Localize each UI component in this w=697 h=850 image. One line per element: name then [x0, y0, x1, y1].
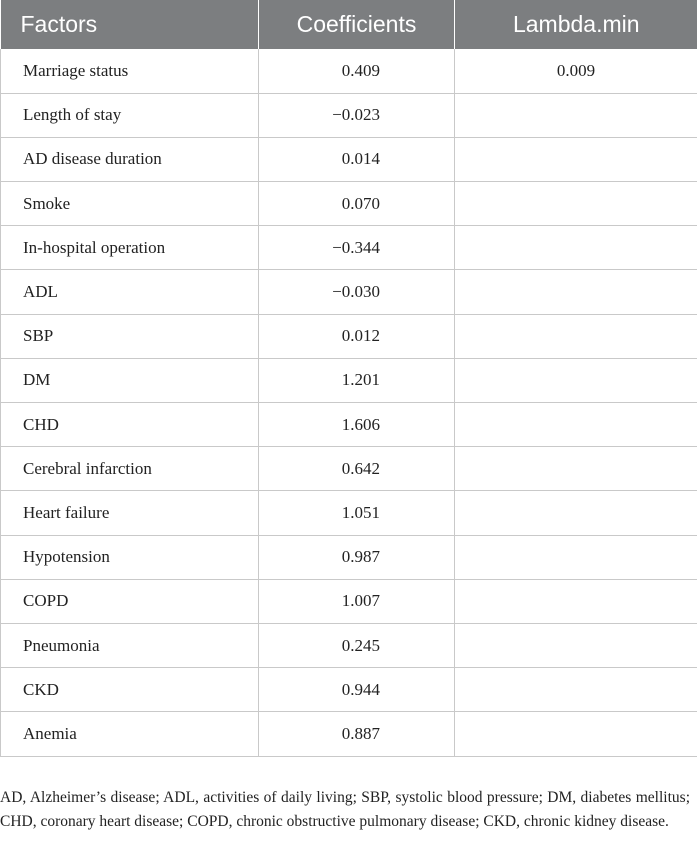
header-lambda-min: Lambda.min: [455, 0, 697, 49]
factor-cell: Hypotension: [1, 535, 259, 579]
coefficient-cell: 0.070: [259, 182, 455, 226]
table-row: [1, 314, 697, 358]
table-row: [1, 93, 697, 137]
lambda-cell: [455, 226, 697, 270]
lambda-cell: [455, 712, 697, 756]
coefficient-cell: 1.051: [259, 491, 455, 535]
table-row: [1, 403, 697, 447]
table-row: [1, 579, 697, 623]
coefficient-cell: 0.642: [259, 447, 455, 491]
coefficient-cell: 0.409: [259, 49, 455, 93]
factor-cell: Marriage status: [1, 49, 259, 93]
lambda-cell: [455, 579, 697, 623]
factor-cell: AD disease duration: [1, 137, 259, 181]
factor-cell: SBP: [1, 314, 259, 358]
table-row: [1, 137, 697, 181]
table-row: [1, 623, 697, 667]
factor-cell: In-hospital operation: [1, 226, 259, 270]
lambda-cell: [455, 623, 697, 667]
table-body: [1, 49, 697, 756]
coefficient-cell: −0.030: [259, 270, 455, 314]
header-coefficients: Coefficients: [259, 0, 455, 49]
factor-cell: DM: [1, 358, 259, 402]
lambda-cell: [455, 137, 697, 181]
factor-cell: ADL: [1, 270, 259, 314]
lambda-cell: [455, 668, 697, 712]
factor-cell: CKD: [1, 668, 259, 712]
coefficient-cell: 0.014: [259, 137, 455, 181]
table-row: [1, 535, 697, 579]
table-row: [1, 358, 697, 402]
factor-cell: COPD: [1, 579, 259, 623]
table-row: [1, 226, 697, 270]
factor-cell: Smoke: [1, 182, 259, 226]
lambda-cell: [455, 491, 697, 535]
lambda-cell: [455, 182, 697, 226]
coefficient-cell: 0.012: [259, 314, 455, 358]
coefficient-cell: −0.023: [259, 93, 455, 137]
lambda-cell: 0.009: [455, 49, 697, 93]
lambda-cell: [455, 535, 697, 579]
lambda-cell: [455, 270, 697, 314]
table-row: [1, 270, 697, 314]
coefficient-cell: 0.987: [259, 535, 455, 579]
factor-cell: Pneumonia: [1, 623, 259, 667]
coefficient-cell: 0.887: [259, 712, 455, 756]
coefficient-cell: −0.344: [259, 226, 455, 270]
lambda-cell: [455, 447, 697, 491]
header-row: [1, 0, 697, 49]
table-row: [1, 712, 697, 756]
table-row: [1, 447, 697, 491]
header-factors: Factors: [1, 0, 259, 49]
factor-cell: Length of stay: [1, 93, 259, 137]
table-row: [1, 668, 697, 712]
factor-cell: Anemia: [1, 712, 259, 756]
factor-cell: CHD: [1, 403, 259, 447]
lambda-cell: [455, 93, 697, 137]
factor-cell: Heart failure: [1, 491, 259, 535]
coefficient-cell: 1.201: [259, 358, 455, 402]
coefficient-cell: 0.944: [259, 668, 455, 712]
lambda-cell: [455, 358, 697, 402]
table-footnote: AD, Alzheimer’s disease; ADL, activities of daily living; SBP, systolic blood pressure; DM, diabetes mellitus; CHD, coronary heart disease; COPD, chronic obstructive pulmonary disease; CKD, chronic kidney disease.: [0, 788, 690, 830]
factor-cell: Cerebral infarction: [1, 447, 259, 491]
table-header: [1, 0, 697, 49]
coefficient-cell: 1.007: [259, 579, 455, 623]
lambda-cell: [455, 403, 697, 447]
coefficient-cell: 1.606: [259, 403, 455, 447]
coefficient-cell: 0.245: [259, 623, 455, 667]
table-row: [1, 491, 697, 535]
table-row: [1, 182, 697, 226]
table-row: [1, 49, 697, 93]
lambda-cell: [455, 314, 697, 358]
